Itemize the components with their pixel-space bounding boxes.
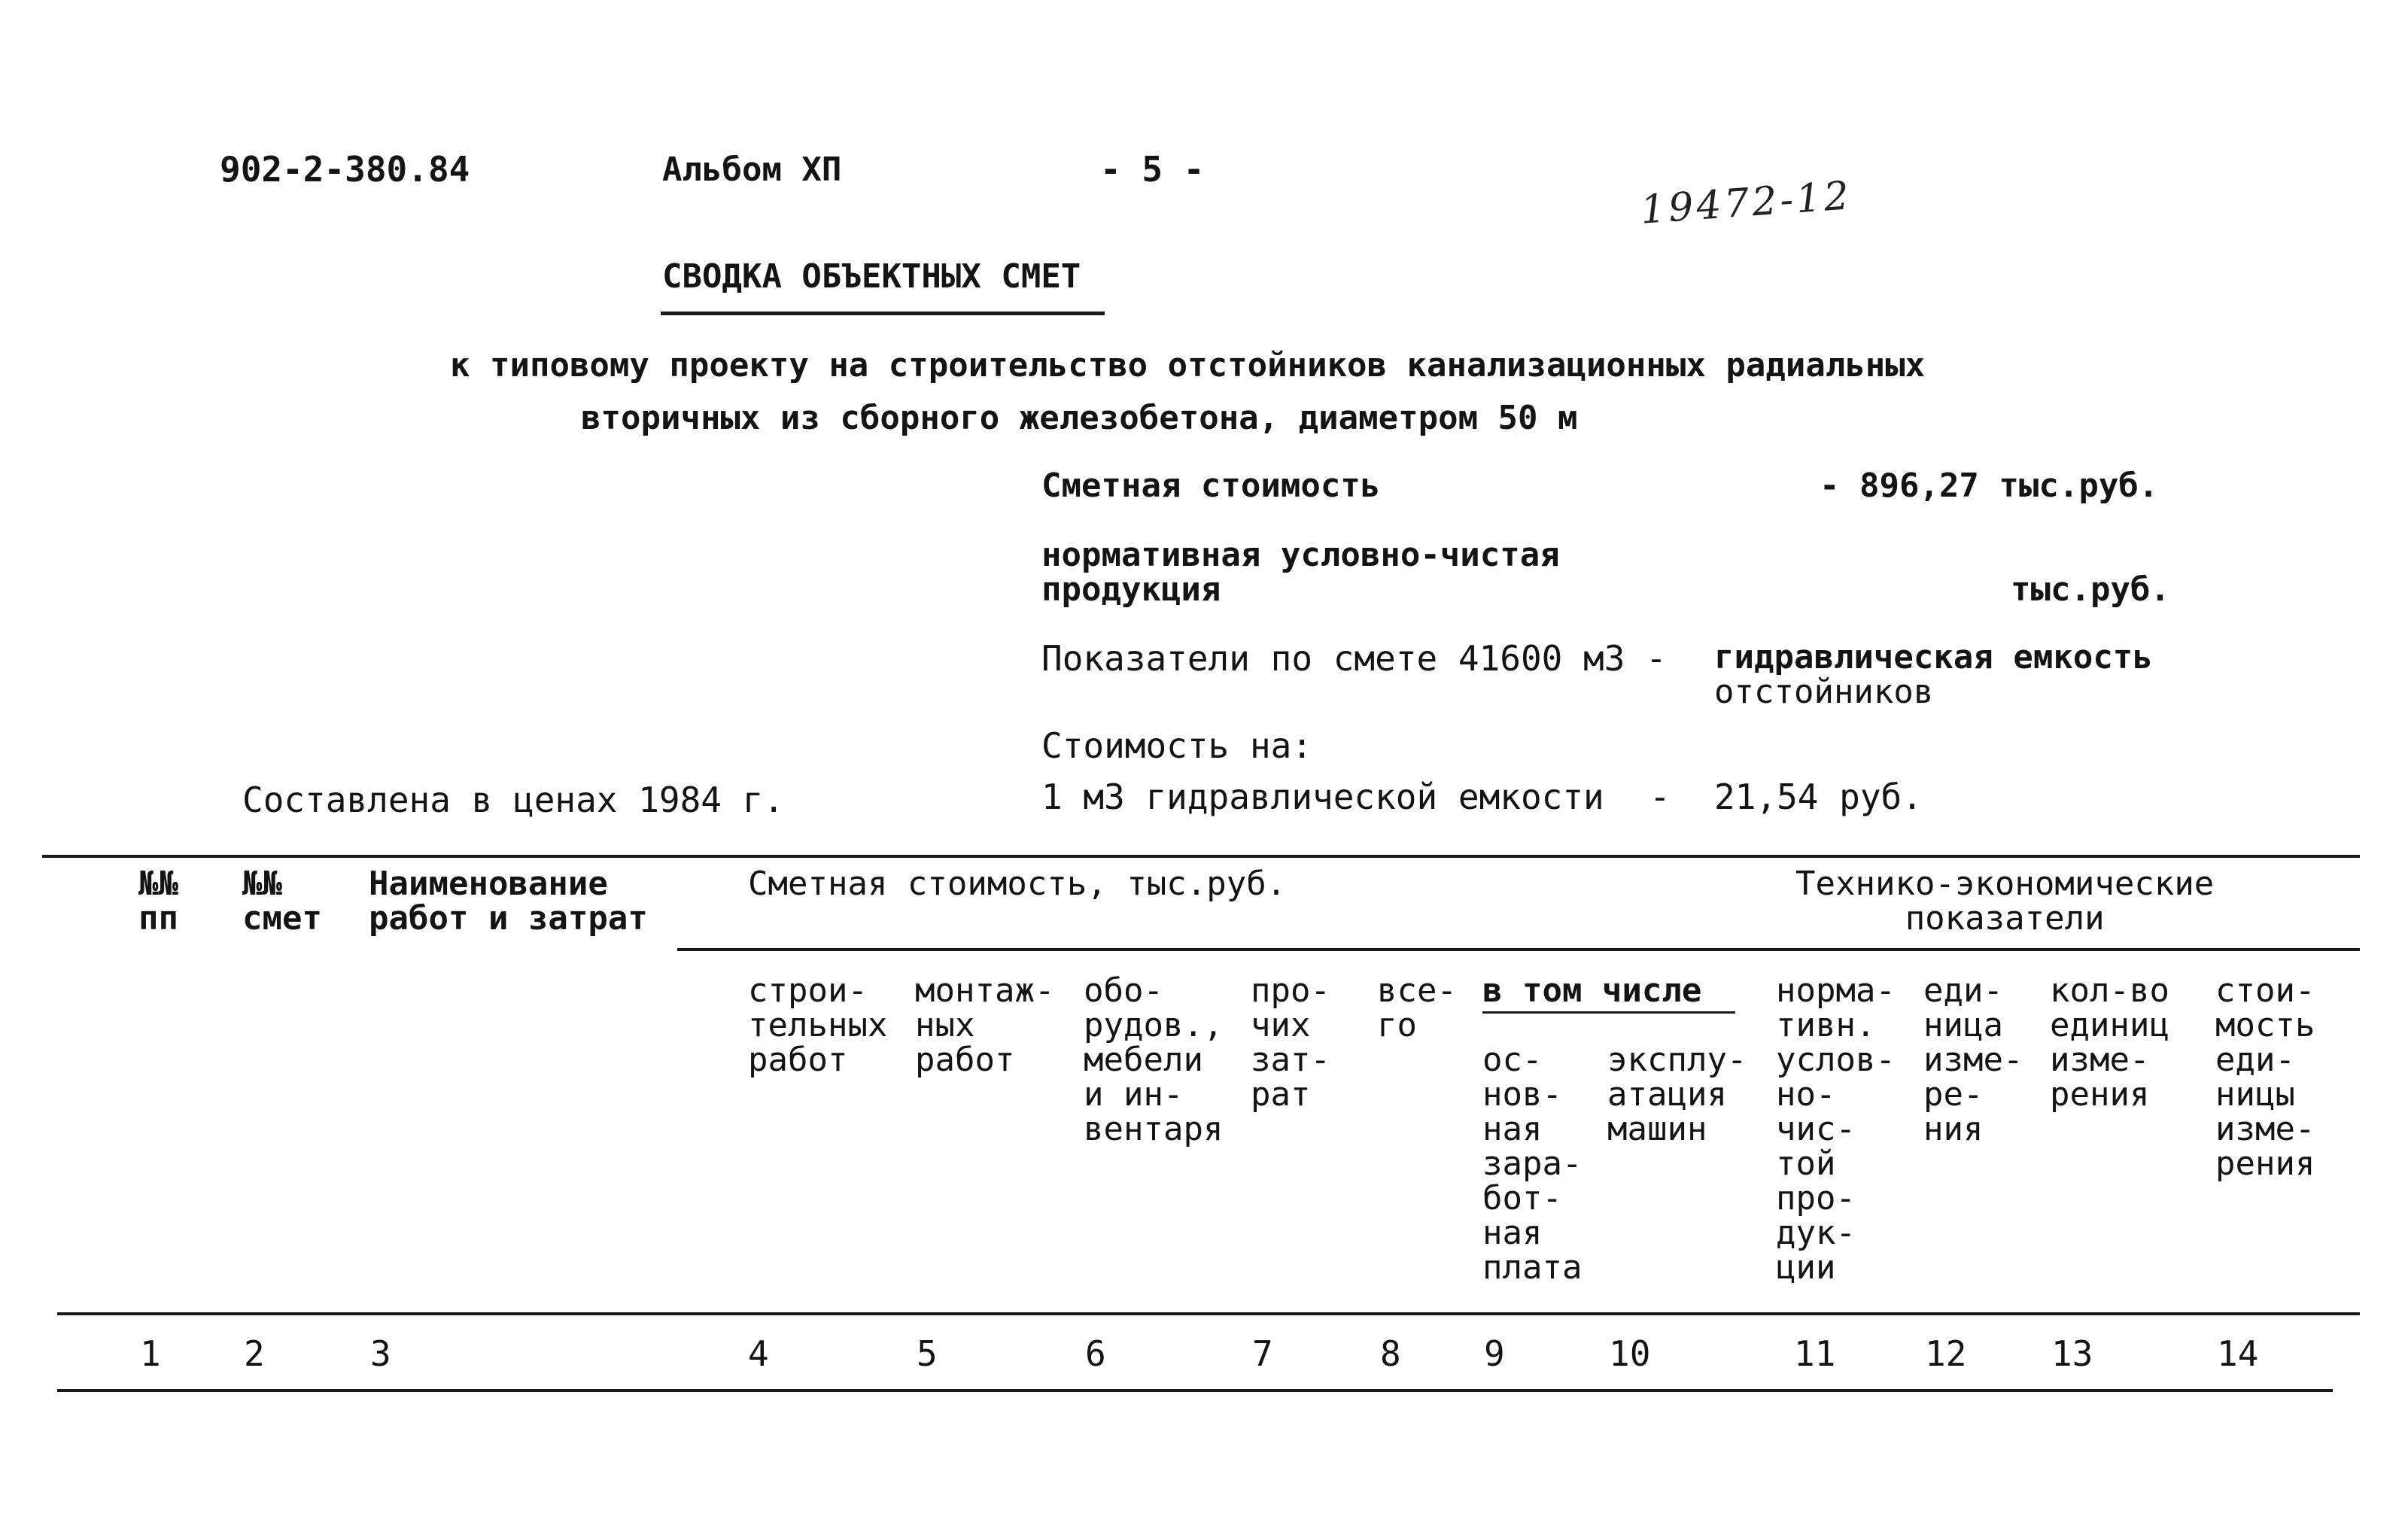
col-number-8: 8 <box>1380 1333 1401 1374</box>
header-col-unit: еди- ница изме- ре- ния <box>1923 971 2023 1148</box>
indicators-value-2: отстойников <box>1714 673 1934 711</box>
col-number-10: 10 <box>1609 1333 1651 1374</box>
header-col-construction: строи- тельных работ <box>748 971 888 1079</box>
col-number-9: 9 <box>1484 1333 1505 1374</box>
table-header-bottom-rule <box>57 1312 2360 1315</box>
cost-per-label: Стоимость на: <box>1041 725 1313 766</box>
doc-code: 902-2-380.84 <box>220 149 470 190</box>
table-header-group-rule <box>677 948 2360 951</box>
col-number-12: 12 <box>1925 1333 1967 1374</box>
col-number-2: 2 <box>244 1333 265 1374</box>
header-col-other: про- чих зат- рат <box>1251 971 1330 1114</box>
header-col-total: все- го <box>1377 971 1457 1044</box>
header-col-num: №№ пп <box>138 865 178 938</box>
header-col-mounting: монтаж- ных работ <box>915 971 1055 1079</box>
handwritten-number: 19472-12 <box>1639 173 1853 233</box>
header-col-wage: ос- нов- ная зара- бот- ная плата <box>1482 1041 1583 1287</box>
col-number-11: 11 <box>1794 1333 1836 1374</box>
indicators-value-1: гидравлическая емкость <box>1714 638 2153 676</box>
indicators-label: Показатели по смете 41600 м3 - <box>1041 638 1667 679</box>
norm-value: тыс.руб. <box>2011 570 2170 609</box>
unit-value: 21,54 руб. <box>1714 777 1923 817</box>
album-label: Альбом XП <box>662 150 842 189</box>
header-group-cost: Сметная стоимость, тыс.руб. <box>748 865 1287 903</box>
subgroup-rule <box>1482 1011 1735 1014</box>
unit-label: 1 м3 гидравлической емкости <box>1041 777 1604 817</box>
col-number-6: 6 <box>1085 1333 1106 1374</box>
col-number-1: 1 <box>140 1333 161 1374</box>
header-col-name: Наименование работ и затрат <box>369 865 648 938</box>
header-col-unit-cost: стои- мость еди- ницы изме- рения <box>2215 971 2315 1183</box>
table-numbers-bottom-rule <box>57 1389 2333 1392</box>
col-number-5: 5 <box>917 1333 938 1374</box>
page-title: СВОДКА ОБЪЕКТНЫХ СМЕТ <box>662 257 1081 296</box>
prices-note: Составлена в ценах 1984 г. <box>242 780 785 820</box>
header-col-count: кол-во единиц изме- рения <box>2050 971 2169 1114</box>
cost-value: - 896,27 тыс.руб. <box>1820 467 2159 505</box>
subtitle-line-2: вторичных из сборного железобетона, диаметром 50 м <box>581 399 1578 437</box>
table-top-rule <box>42 855 2360 858</box>
col-number-7: 7 <box>1252 1333 1273 1374</box>
header-col-estimate: №№ смет <box>242 865 322 938</box>
header-col-machines: эксплу- атация машин <box>1607 1041 1747 1148</box>
header-subgroup-incl: в том числе <box>1482 971 1702 1010</box>
cost-label: Сметная стоимость <box>1041 467 1381 505</box>
header-col-norm-product: норма- тивн. услов- но- чис- той про- дук- ции <box>1776 971 1896 1287</box>
norm-label-1: нормативная условно-чистая <box>1041 536 1560 574</box>
col-number-3: 3 <box>370 1333 391 1374</box>
col-number-13: 13 <box>2051 1333 2093 1374</box>
title-underline <box>661 312 1105 315</box>
norm-label-2: продукция <box>1041 570 1221 609</box>
unit-dash: - <box>1649 777 1671 817</box>
header-col-equipment: обо- рудов., мебели и ин- вентаря <box>1084 971 1224 1148</box>
col-number-4: 4 <box>748 1333 769 1374</box>
page-number: - 5 - <box>1100 149 1205 190</box>
header-group-tech: Технико-экономические показатели <box>1795 865 2215 938</box>
col-number-14: 14 <box>2217 1333 2259 1374</box>
subtitle-line-1: к типовому проекту на строительство отстойников канализационных радиальных <box>450 346 1926 385</box>
